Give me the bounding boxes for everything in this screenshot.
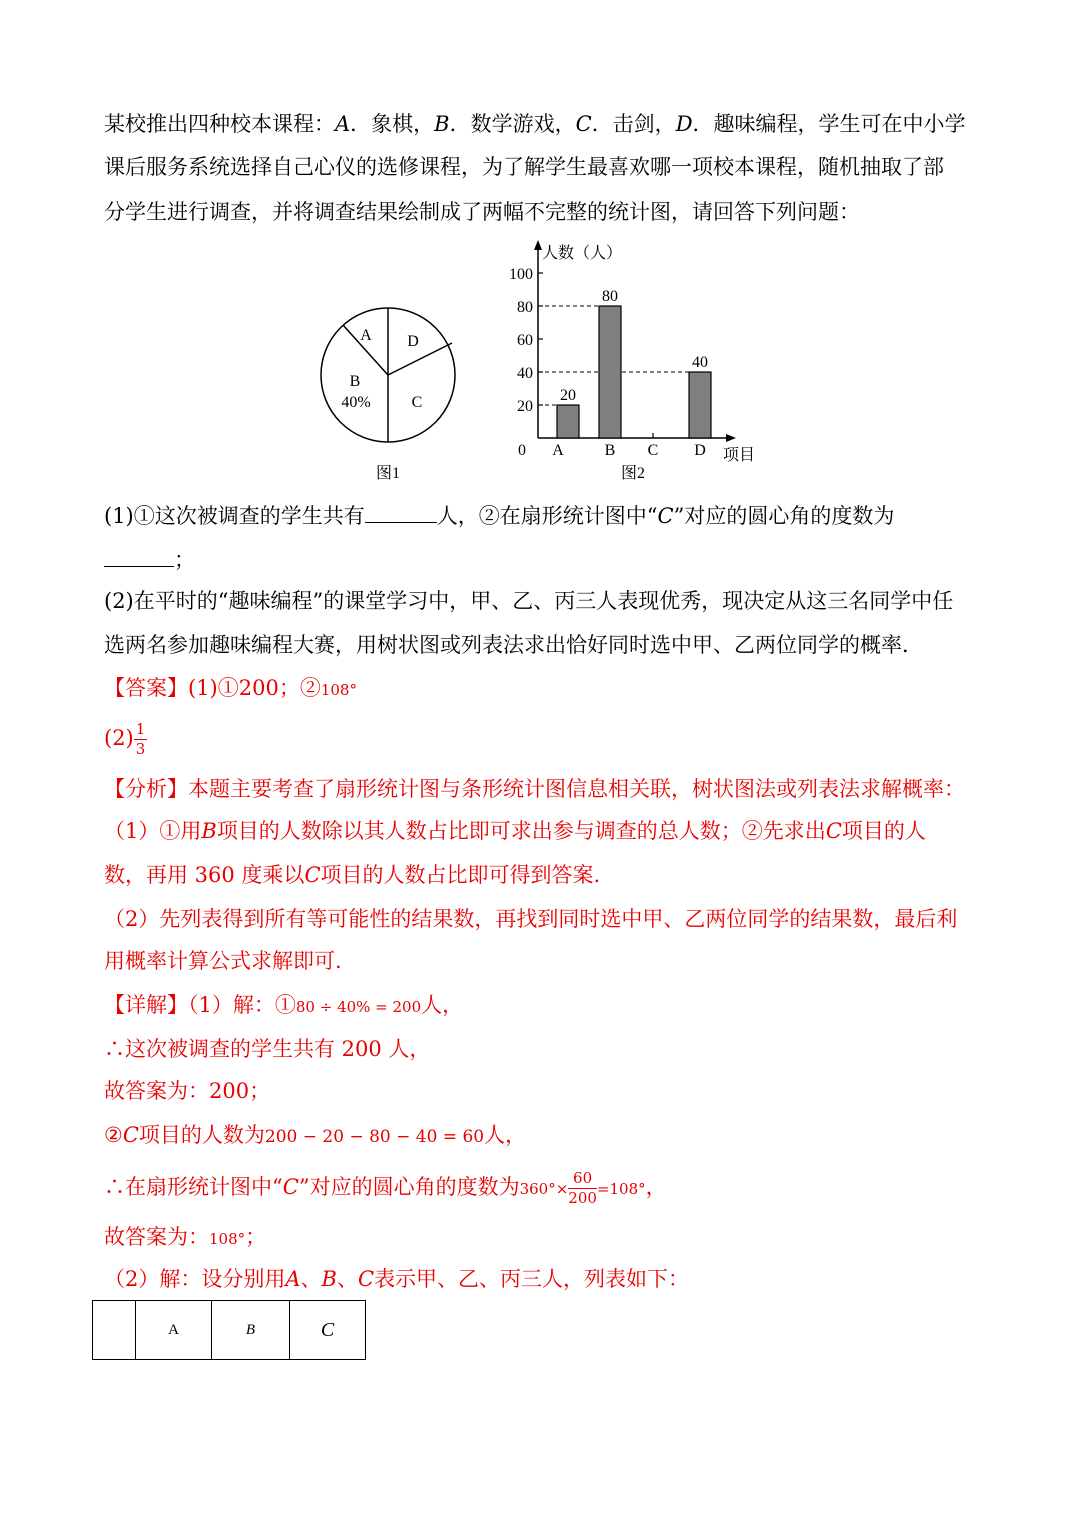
analysis-line-4: （2）先列表得到所有等可能性的结果数，再找到同时选中甲、乙两位同学的结果数，最后利	[104, 907, 958, 931]
answer-line-2: (2) $\frac{1}{3}$	[104, 720, 146, 758]
x-axis-arrow	[726, 434, 736, 442]
detail-line-1: 【详解】（1）解：①80 ÷ 40% = 200人，	[104, 993, 464, 1017]
answer-line-1: 【答案】(1)①200；②108°	[104, 676, 357, 700]
y-axis-label: 人数（人）	[542, 245, 623, 262]
analysis-line-2: （1）①用B项目的人数除以其人数占比即可求出参与调查的总人数；②先求出C项目的人	[104, 819, 926, 843]
question-line-2: 课后服务系统选择自己心仪的选修课程，为了解学生最喜欢哪一项校本课程，随机抽取了部	[104, 155, 944, 179]
x-axis-label: 项目	[723, 447, 756, 464]
bar-chart	[490, 238, 780, 488]
bar-value-label: 80	[602, 288, 618, 305]
q2-line-2: 选两名参加趣味编程大赛，用树状图或列表法求出恰好同时选中甲、乙两位同学的概率．	[104, 633, 923, 657]
bar-a	[557, 405, 579, 438]
q1-blank-1[interactable]	[365, 500, 437, 523]
pie-chart	[310, 300, 470, 490]
detail-line-6: 故答案为：108°；	[104, 1225, 267, 1249]
y-tick-label: 60	[517, 332, 533, 349]
answer-fraction: $\frac{1}{3}$	[135, 720, 146, 758]
detail-line-5: ∴在扇形统计图中“C”对应的圆心角的度数为360°× $\frac{60}{200}$ =108°，	[104, 1169, 667, 1207]
detail-line-7: （2）解：设分别用A、B、C表示甲、乙、丙三人，列表如下：	[104, 1267, 690, 1291]
question-line-1: 某校推出四种校本课程：A．象棋，B．数学游戏，C．击剑，D．趣味编程，学生可在中小学	[104, 112, 966, 136]
table-cell: C	[290, 1301, 366, 1360]
selection-table	[92, 1300, 366, 1360]
q2-line-1: (2)在平时的“趣味编程”的课堂学习中，甲、乙、丙三人表现优秀，现决定从这三名同学中任	[104, 589, 954, 613]
pie-label-b: B	[349, 373, 361, 390]
y-tick-label: 0	[518, 442, 526, 459]
bar-caption: 图2	[620, 465, 646, 482]
x-tick-label: D	[694, 442, 706, 459]
q1-line: (1)①这次被调查的学生共有 人，②在扇形统计图中“C”对应的圆心角的度数为	[104, 500, 894, 531]
pie-label-a: A	[360, 327, 372, 344]
table-cell: B	[212, 1301, 290, 1360]
table-cell	[93, 1301, 136, 1360]
table-cell: A	[136, 1301, 212, 1360]
bar-value-label: 20	[560, 387, 576, 404]
detail-line-2: ∴这次被调查的学生共有 200 人，	[104, 1037, 431, 1061]
y-tick-label: 20	[517, 398, 533, 415]
y-axis-arrow	[534, 240, 542, 250]
y-tick-label: 100	[509, 266, 533, 283]
x-tick-label: A	[552, 442, 564, 459]
table-row	[93, 1301, 366, 1360]
x-tick-label: C	[647, 442, 659, 459]
detail-line-4: ②C项目的人数为200 − 20 − 80 − 40 = 60人，	[104, 1123, 527, 1147]
y-tick-label: 40	[517, 365, 533, 382]
bar-value-label: 40	[692, 354, 708, 371]
analysis-line-3: 数，再用 360 度乘以C项目的人数占比即可得到答案.	[104, 863, 601, 887]
analysis-line-5: 用概率计算公式求解即可.	[104, 949, 342, 973]
question-line-3: 分学生进行调查，并将调查结果绘制成了两幅不完整的统计图，请回答下列问题：	[104, 200, 860, 224]
bar-d	[689, 372, 711, 438]
x-tick-label: B	[604, 442, 616, 459]
q1-line-2: ；	[104, 544, 195, 575]
pie-label-d: D	[407, 333, 419, 350]
y-tick-label: 80	[517, 299, 533, 316]
q1-blank-2[interactable]	[104, 544, 174, 567]
detail-line-3: 故答案为：200；	[104, 1079, 271, 1103]
pie-label-b-pct: 40%	[341, 394, 371, 411]
detail-fraction: $\frac{60}{200}$	[568, 1169, 597, 1207]
bar-b	[599, 306, 621, 438]
pie-caption: 图1	[375, 465, 401, 482]
pie-label-c: C	[411, 394, 423, 411]
analysis-line-1: 【分析】本题主要考查了扇形统计图与条形统计图信息相关联，树状图法或列表法求解概率：	[104, 777, 965, 801]
